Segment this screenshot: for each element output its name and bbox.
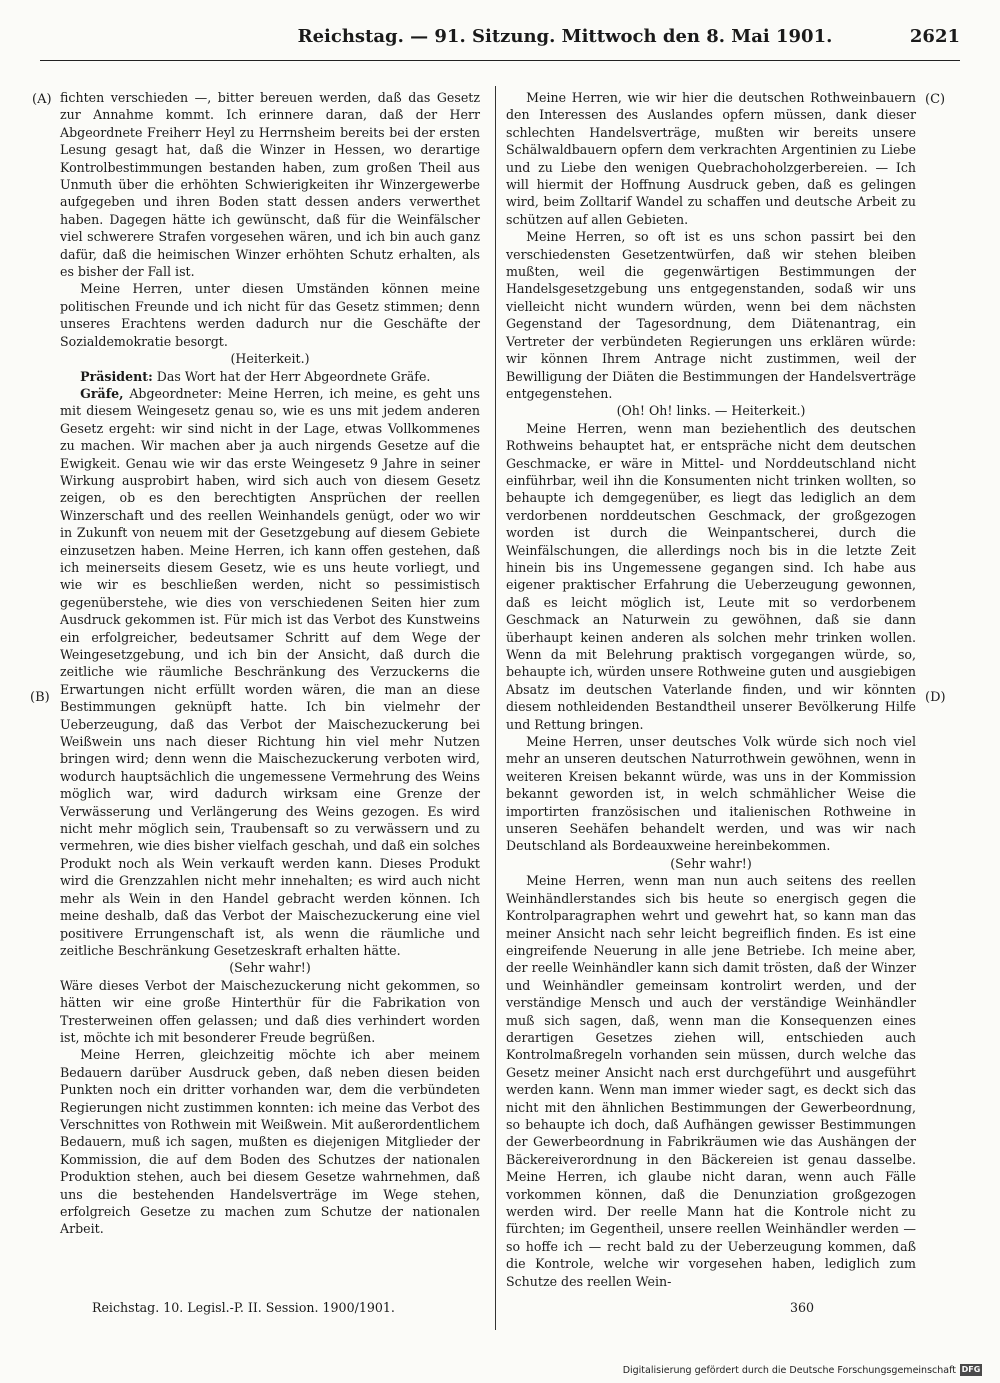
margin-mark-d: (D) [925, 690, 946, 705]
column-divider [495, 86, 496, 1330]
footer-sheet-number: 360 [790, 1300, 815, 1315]
paragraph: Meine Herren, wie wir hier die deutschen Rothweinbauern den Interessen des Auslandes opfern müssen, dank dieser schlechten Handelsverträge, mußten wir bereits unsere Schälwaldbauern opfern dem verkrachten Argentinien zu Liebe und zu Liebe den wenigen Quebrachoholzgerbereien. — Ich will hiermit der Hoffnung Ausdruck geben, daß es gelingen wird, beim Zolltarif Wandel zu schaffen und deutsche Arbeit zu schützen auf allen Gebieten. [506, 90, 916, 227]
right-column [506, 89, 916, 1290]
margin-mark-c: (C) [925, 92, 946, 107]
interjection: (Oh! Oh! links. — Heiterkeit.) [616, 403, 806, 419]
header-rule [40, 60, 960, 61]
speech-text: Abgeordneter: Meine Herren, ich meine, es geht uns mit diesem Weingesetz genau so, wie es uns mit jedem anderen Gesetz ergeht: wir sind nicht in der Lage, etwas Vollkommenes zu machen. Wir machen aber ja auch nirgends Gesetze auf die Ewigkeit. Genau wie wir das erste Weingesetz 9 Jahre in seiner Wirkung ausprobirt haben, wird sich auch von diesem Gesetz zeigen, ob es den berechtigten Ansprüchen der reellen Winzerschaft und des reellen Weinhandels genügt, oder wo wir in Zukunft von neuem mit der Gesetzgebung auf diesem Gebiete einzusetzen haben. Meine Herren, ich kann offen gestehen, daß ich meinerseits diesem Gesetz, wie es uns heute vorliegt, und wie wir es beschließen werden, nicht so pessimistisch gegenüberstehe, wie dies von verschiedenen Seiten hier zum Ausdruck gekommen ist. Für mich ist das Verbot des Kunstweins ein erfolgreicher, bedeutsamer Schritt auf dem Wege der Weingesetzgebung, und ich bin der Ansicht, daß durch die zeitliche wie räumliche Beschränkung des Verzuckerns die Erwartungen nicht erfüllt worden wären, die man an diese Bestimmungen geknüpft hatte. Ich bin vielmehr der Ueberzeugung, daß das Verbot der Maischezuckerung bei Weißwein uns nach dieser Richtung hin viel mehr Nutzen bringen wird; denn wenn die Maischezuckerung verboten wird, wodurch hauptsächlich die ungemessene Vermehrung des Weins möglich war, wird dadurch wirksam eine Grenze der Verwässerung und Verlängerung des Weins gezogen. Es wird nicht mehr möglich sein, Traubensaft so zu verwässern und zu vermehren, wie dies bisher vielfach geschah, und daß ein solches Produkt noch als Wein verkauft werden kann. Dieses Produkt wird die Grenzzahlen nicht mehr innehalten; es wird auch nicht mehr als Wein in den Handel gebracht werden können. Ich meine deshalb, daß das Verbot der Maischezuckerung eine viel positivere Errungenschaft ist, als wenn die räumliche und zeitliche Beschränkung Gesetzeskraft erhalten hätte. [60, 385, 480, 958]
interjection: (Sehr wahr!) [670, 855, 752, 871]
speech-text: Das Wort hat der Herr Abgeordnete Gräfe. [152, 368, 431, 384]
speaker-name: Gräfe, [80, 385, 124, 401]
running-title: Reichstag. — 91. Sitzung. Mittwoch den 8. Mai 1901. [297, 26, 833, 47]
page-number: 2621 [909, 26, 960, 47]
interjection: (Sehr wahr!) [229, 960, 311, 976]
paragraph [60, 385, 480, 959]
digitization-credit [623, 1364, 982, 1376]
margin-mark-b: (B) [30, 690, 50, 705]
paragraph: Meine Herren, unser deutsches Volk würde sich noch viel mehr an unseren deutschen Naturrothwein gewöhnen, wenn in weiteren Kreisen bekannt würde, was uns in der Kommission bekannt geworden ist, in welch schmählicher Weise die importirten französischen und italienischen Rothweine in unseren Seehäfen behandelt werden, und was wir nach Deutschland als Bordeauxweine hereinbekommen. [506, 734, 916, 854]
left-column [60, 89, 480, 1238]
paragraph: Meine Herren, wenn man nun auch seitens des reellen Weinhändlerstandes sich bis heute so energisch gegen die Kontrolparagraphen wehrt und gewehrt hat, so kann man das meiner Ansicht nach sehr leicht begreiflich finden. Es ist eine eingreifende Neuerung in alle jene Betriebe. Ich meine aber, der reelle Weinhändler kann sich damit trösten, daß der Winzer und Weinhändler gemeinsam kontrolirt werden, und der verständige Mensch und auch der verständige Weinhändler muß sich sagen, daß, wenn man die Konsequenzen eines derartigen Gesetzes ziehen will, entschieden auch Kontrolmaßregeln vorhanden sein müssen, durch welche das Gesetz meiner Ansicht nach erst durchgeführt und ausgeführt werden kann. Wenn man immer wieder sagt, es deckt sich das nicht mit den ähnlichen Bestimmungen der Gewerbeordnung, so behaupte ich doch, daß Aufhängen gewisser Bestimmungen der Gewerbeordnung in Fabrikräumen wie das Aushängen der Bäckereiverordnung in den Bäckereien ist genau dasselbe. Meine Herren, ich glaube nicht daran, wenn auch Fälle vorkommen können, daß die Denunziation großgezogen werden wird. Der reelle Mann hat die Kontrole nicht zu fürchten; im Gegentheil, unsere reellen Weinhändler werden — so hoffe ich — recht bald zu der Ueberzeugung kommen, daß die Kontrole, welche wir vorgesehen haben, lediglich zum Schutze des reellen Wein- [506, 873, 916, 1289]
paragraph: Meine Herren, so oft ist es uns schon passirt bei den verschiedensten Gesetzentwürfen, daß wir stehen bleiben mußten, weil die gegenwärtigen Bestimmungen der Handelsgesetzgebung uns entgegenstanden, sodaß wir uns vielleicht nicht wundern würden, wenn bei dem nächsten Gegenstand der Tagesordnung, dem Diätenantrag, ein Vertreter der verbündeten Regierungen uns erklären würde: wir können Ihrem Antrage nicht zustimmen, weil der Bewilligung der Diäten die Bestimmungen der Handelsverträge entgegenstehen. [506, 229, 916, 401]
interjection: (Heiterkeit.) [230, 351, 310, 367]
credit-text: Digitalisierung gefördert durch die Deutsche Forschungsgemeinschaft [622, 1364, 956, 1376]
speaker-name: Präsident: [80, 368, 153, 384]
paragraph [60, 368, 480, 385]
paragraph: fichten verschieden —, bitter bereuen werden, daß das Gesetz zur Annahme kommt. Ich erinnere daran, daß der Herr Abgeordnete Freiherr Heyl zu Herrnsheim bereits bei der ersten Lesung gesagt hat, daß die Winzer in Hessen, wo derartige Kontrolbestimmungen bestanden haben, zum großen Theil aus Unmuth über die erhöhten Schwierigkeiten ihr Winzergewerbe aufgegeben und ihren Boden statt dessen anders verwerthet haben. Dagegen hätte ich gewünscht, daß für die Weinfälscher viel schwerere Strafen vorgesehen wären, und ich bin auch ganz dafür, daß die heimischen Winzer erhöhten Schutz erhalten, als es bisher der Fall ist. [60, 90, 480, 280]
paragraph: Meine Herren, gleichzeitig möchte ich aber meinem Bedauern darüber Ausdruck geben, daß neben diesen beiden Punkten noch ein dritter vorhanden war, dem die verbündeten Regierungen nicht zustimmen konnten: ich meine das Verbot des Verschnittes von Rothwein mit Weißwein. Mit außerordentlichem Bedauern, muß ich sagen, mußten es diejenigen Mitglieder der Kommission, die auf dem Boden des Schutzes der nationalen Produktion stehen, auch bei diesem Gesetze wahrnehmen, daß uns die bestehenden Handelsverträge im Wege stehen, erfolgreich Gesetze zu machen zum Schutze der nationalen Arbeit. [60, 1047, 480, 1237]
paragraph: Wäre dieses Verbot der Maischezuckerung nicht gekommen, so hätten wir eine große Hinterthür für die Fabrikation von Tresterweinen offen gelassen; und daß dies verhindert worden ist, möchte ich mit besonderer Freude begrüßen. [60, 977, 480, 1045]
footer-session: Reichstag. 10. Legisl.-P. II. Session. 1900/1901. [92, 1300, 395, 1315]
margin-mark-a: (A) [32, 92, 52, 107]
paragraph: Meine Herren, unter diesen Umständen können meine politischen Freunde und ich nicht für das Gesetz stimmen; denn unseres Erachtens werden dadurch nur die Geschäfte der Sozialdemokratie besorgt. [60, 281, 480, 349]
dfg-logo-icon: DFG [961, 1365, 981, 1374]
page-header [260, 22, 960, 62]
paragraph: Meine Herren, wenn man beziehentlich des deutschen Rothweins behauptet hat, er entspräche nicht dem deutschen Geschmacke, er wäre in Mittel- und Norddeutschland nicht einführbar, weil ihn die Konsumenten nicht trinken wollten, so behaupte ich demgegenüber, es liegt das lediglich an dem verdorbenen norddeutschen Geschmack, der großgezogen worden ist durch die Weinpantscherei, durch die Weinfälschungen, die allerdings noch bis in die letzte Zeit hinein bis ins Ungemessene gegangen sind. Ich habe aus eigener praktischer Erfahrung die Ueberzeugung gewonnen, daß es leicht möglich ist, Leute mit so verdorbenem Geschmack an Naturwein zu gewöhnen, daß sie dann überhaupt keinen anderen als solchen mehr trinken wollen. Wenn da mit Belehrung praktisch vorgegangen würde, so, behaupte ich, würden unsere Rothweine guten und ausgiebigen Absatz im deutschen Vaterlande finden, und wir könnten diesem nothleidenden Bestandtheil unserer Bevölkerung Hilfe und Rettung bringen. [506, 420, 916, 732]
